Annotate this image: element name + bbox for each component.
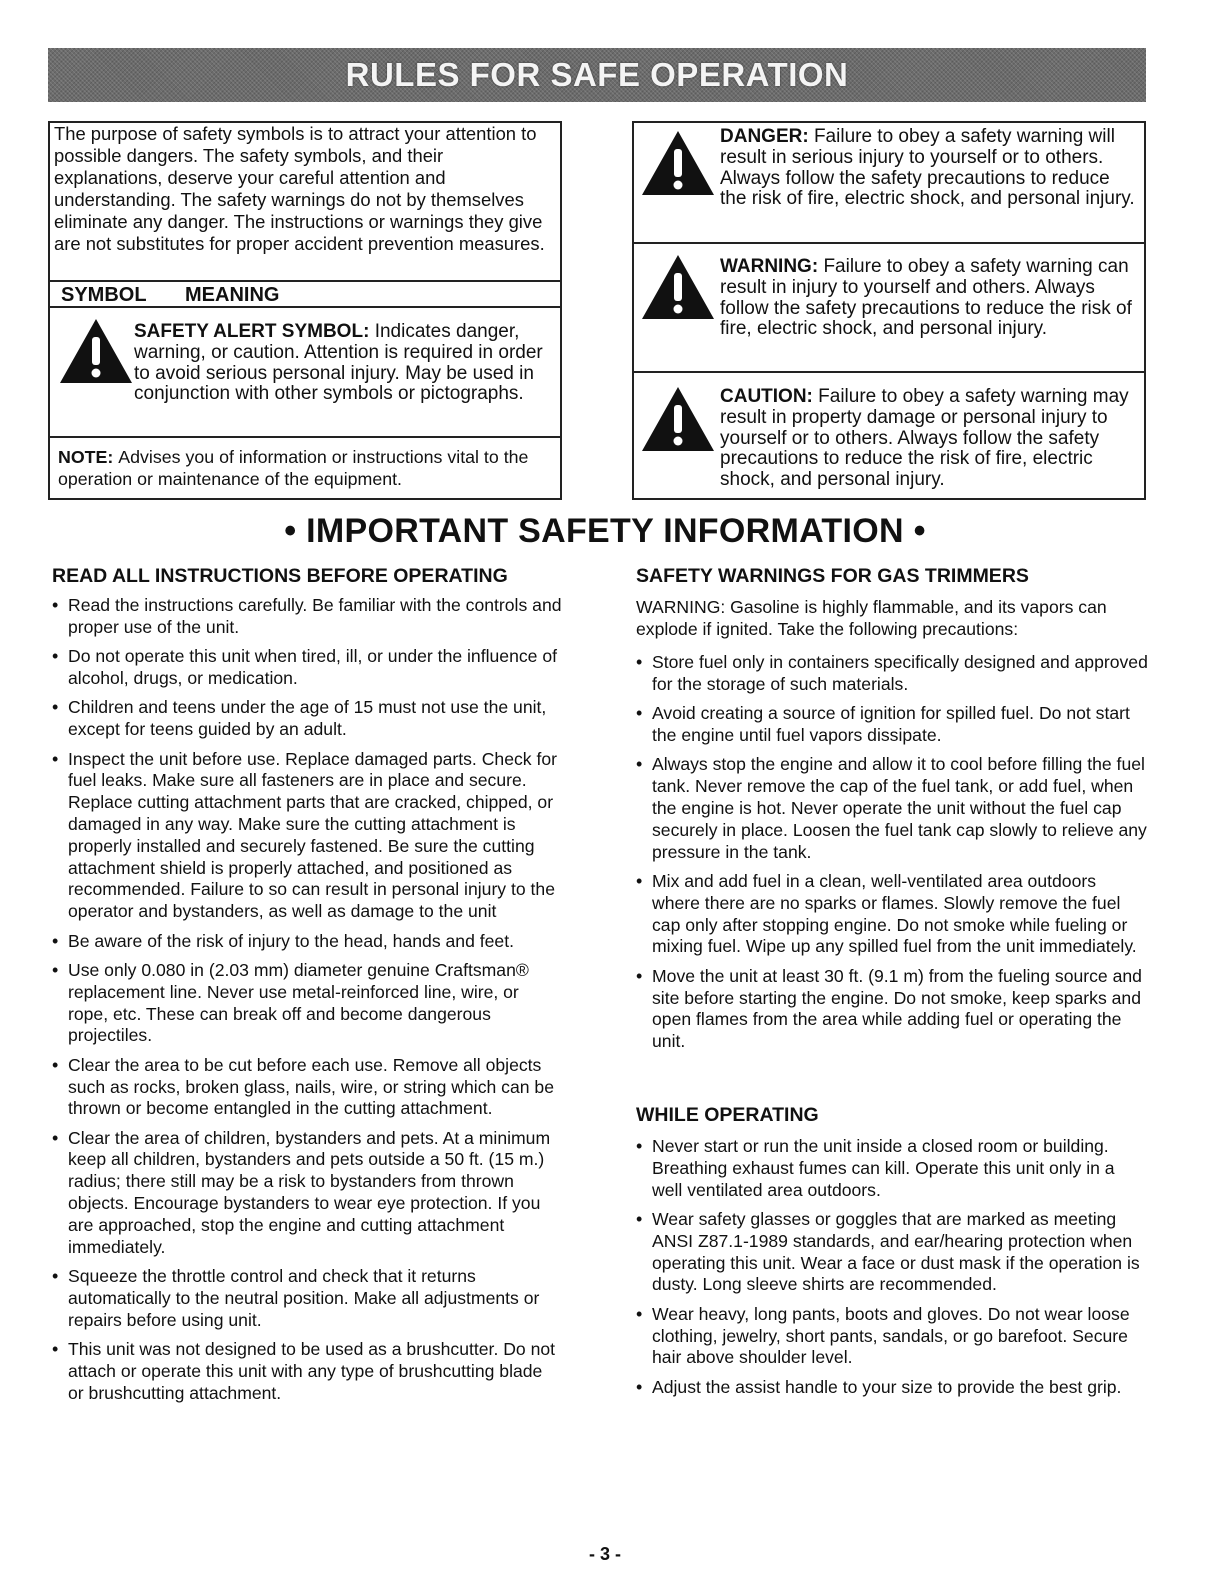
warning-text: Failure to obey a safety warning can result in injury to yourself and others. Always follow the safety precautions to reduce the risk of fire, electric shock, and personal injury. bbox=[720, 256, 1132, 340]
safety-alert-label: SAFETY ALERT SYMBOL: bbox=[134, 321, 375, 342]
warning-divider bbox=[634, 371, 1144, 373]
purpose-text: The purpose of safety symbols is to attract your attention to possible dangers. The safety symbols, and their explanations, deserve your careful attention and understanding. The safety warnings do not by themselves eliminate any danger. The instructions or warnings they give are not substitutes for proper accident prevention measures. bbox=[54, 123, 545, 254]
section-banner bbox=[48, 48, 1146, 102]
caution-label: CAUTION: bbox=[720, 386, 819, 407]
banner-title: RULES FOR SAFE OPERATION bbox=[345, 56, 849, 93]
safety-alert-text: Indicates danger, warning, or caution. Attention is required in order to avoid serious personal injury. May be used in conjunction with other symbols or pictographs. bbox=[134, 321, 543, 405]
gasoline-warning-intro: WARNING: Gasoline is highly flammable, and its vapors can explode if ignited. Take the following precautions: bbox=[636, 597, 1107, 639]
list-item: • Do not operate this unit when tired, ill, or under the influence of alcohol, drugs, or medication. bbox=[48, 646, 562, 690]
caution-text: Failure to obey a safety warning may result in property damage or personal injury to yourself or to others. Always follow the safety precautions to reduce the risk of fire, electric shock, and personal injury. bbox=[720, 386, 1129, 491]
list-item: • Clear the area of children, bystanders and pets. At a minimum keep all children, bystanders and pets outside a 50 ft. (15 m.) radius; there still may be a risk to bystanders from thrown objects. Encourage bystanders to wear eye protection. If you are approached, stop the engine and cutting attachment immediately. bbox=[48, 1128, 562, 1259]
danger-alert-icon bbox=[640, 129, 716, 197]
symbol-column-label: SYMBOL bbox=[61, 284, 147, 306]
danger-definition bbox=[720, 127, 1140, 210]
gas-trimmer-warnings-heading: SAFETY WARNINGS FOR GAS TRIMMERS bbox=[636, 565, 1029, 587]
list-item: • Wear safety glasses or goggles that are marked as meeting ANSI Z87.1-1989 standards, and ear/hearing protection when operating this unit. Wear a face or dust mask if the operation is dusty. Long sleeve shirts are recommended. bbox=[632, 1209, 1148, 1296]
read-instructions-heading: READ ALL INSTRUCTIONS BEFORE OPERATING bbox=[52, 565, 508, 587]
important-safety-title: • IMPORTANT SAFETY INFORMATION • bbox=[284, 512, 926, 550]
list-item: • Mix and add fuel in a clean, well-ventilated area outdoors where there are no sparks or flames. Slowly remove the fuel cap only after stopping engine. Do not smoke while fueling or mixing fuel. Wipe up any spilled fuel from the unit immediately. bbox=[632, 871, 1148, 958]
while-operating-heading: WHILE OPERATING bbox=[636, 1104, 819, 1126]
warning-definition bbox=[720, 257, 1140, 340]
warning-label: WARNING: bbox=[720, 256, 824, 277]
read-instructions-list bbox=[48, 595, 562, 1412]
list-item: • This unit was not designed to be used as a brushcutter. Do not attach or operate this unit with any type of brushcutting blade or brushcutting attachment. bbox=[48, 1339, 562, 1404]
list-item: • Clear the area to be cut before each use. Remove all objects such as rocks, broken glass, nails, wire, or string which can be thrown or become entangled in the cutting attachment. bbox=[48, 1055, 562, 1120]
list-item: • Squeeze the throttle control and check that it returns automatically to the neutral position. Make all adjustments or repairs before using unit. bbox=[48, 1266, 562, 1331]
list-item: • Use only 0.080 in (2.03 mm) diameter genuine Craftsman® replacement line. Never use metal-reinforced line, wire, or rope, etc. These can break off and become dangerous projectiles. bbox=[48, 960, 562, 1047]
list-item: • Move the unit at least 30 ft. (9.1 m) from the fueling source and site before starting the engine. Do not smoke, keep sparks and open flames from the area while adding fuel or operating the unit. bbox=[632, 966, 1148, 1053]
list-item: • Be aware of the risk of injury to the head, hands and feet. bbox=[48, 931, 562, 953]
list-item: • Always stop the engine and allow it to cool before filling the fuel tank. Never remove the cap of the fuel tank, or add fuel, when the engine is hot. Never operate the unit without the fuel cap securely in place. Loosen the fuel tank cap slowly to relieve any pressure in the tank. bbox=[632, 754, 1148, 863]
warning-alert-icon bbox=[640, 253, 716, 321]
danger-divider bbox=[634, 242, 1144, 244]
list-item: • Read the instructions carefully. Be familiar with the controls and proper use of the unit. bbox=[48, 595, 562, 639]
list-item: • Wear heavy, long pants, boots and gloves. Do not wear loose clothing, jewelry, short pants, sandals, or go barefoot. Secure hair above shoulder level. bbox=[632, 1304, 1148, 1369]
meaning-column-label: MEANING bbox=[185, 284, 280, 306]
safety-alert-definition bbox=[134, 322, 558, 405]
symbols-box bbox=[48, 121, 562, 500]
signal-words-box bbox=[632, 121, 1146, 500]
while-operating-list bbox=[632, 1136, 1148, 1406]
caution-definition bbox=[720, 387, 1140, 491]
list-item: • Adjust the assist handle to your size to provide the best grip. bbox=[632, 1377, 1148, 1399]
list-item: • Avoid creating a source of ignition for spilled fuel. Do not start the engine until fuel vapors dissipate. bbox=[632, 703, 1148, 747]
danger-text: Failure to obey a safety warning will result in serious injury to yourself or to others. Always follow the safety precautions to reduce the risk of fire, electric shock, and personal injury. bbox=[720, 126, 1135, 210]
list-item: • Store fuel only in containers specifically designed and approved for the storage of such materials. bbox=[632, 652, 1148, 696]
safety-alert-icon bbox=[58, 317, 134, 385]
fuel-precautions-list bbox=[632, 652, 1148, 1061]
note-text: Advises you of information or instructions vital to the operation or maintenance of the equipment. bbox=[58, 447, 529, 489]
page-number: - 3 - bbox=[588, 1544, 621, 1564]
danger-label: DANGER: bbox=[720, 126, 814, 147]
note-label: NOTE: bbox=[58, 447, 119, 467]
symbol-meaning-header bbox=[50, 280, 560, 308]
list-item: • Children and teens under the age of 15 must not use the unit, except for teens guided by an adult. bbox=[48, 697, 562, 741]
list-item: • Inspect the unit before use. Replace damaged parts. Check for fuel leaks. Make sure all fasteners are in place and secure. Replace cutting attachment parts that are cracked, chipped, or damaged in any way. Make sure the cutting attachment is properly installed and securely fastened. Be sure the cutting attachment shield is properly attached, and positioned as recommended. Failure to so can result in personal injury to the operator and bystanders, as well as damage to the unit bbox=[48, 749, 562, 923]
caution-alert-icon bbox=[640, 385, 716, 453]
note-definition bbox=[58, 446, 554, 490]
note-divider bbox=[50, 436, 560, 438]
list-item: • Never start or run the unit inside a closed room or building. Breathing exhaust fumes can kill. Operate this unit only in a well ventilated area outdoors. bbox=[632, 1136, 1148, 1201]
